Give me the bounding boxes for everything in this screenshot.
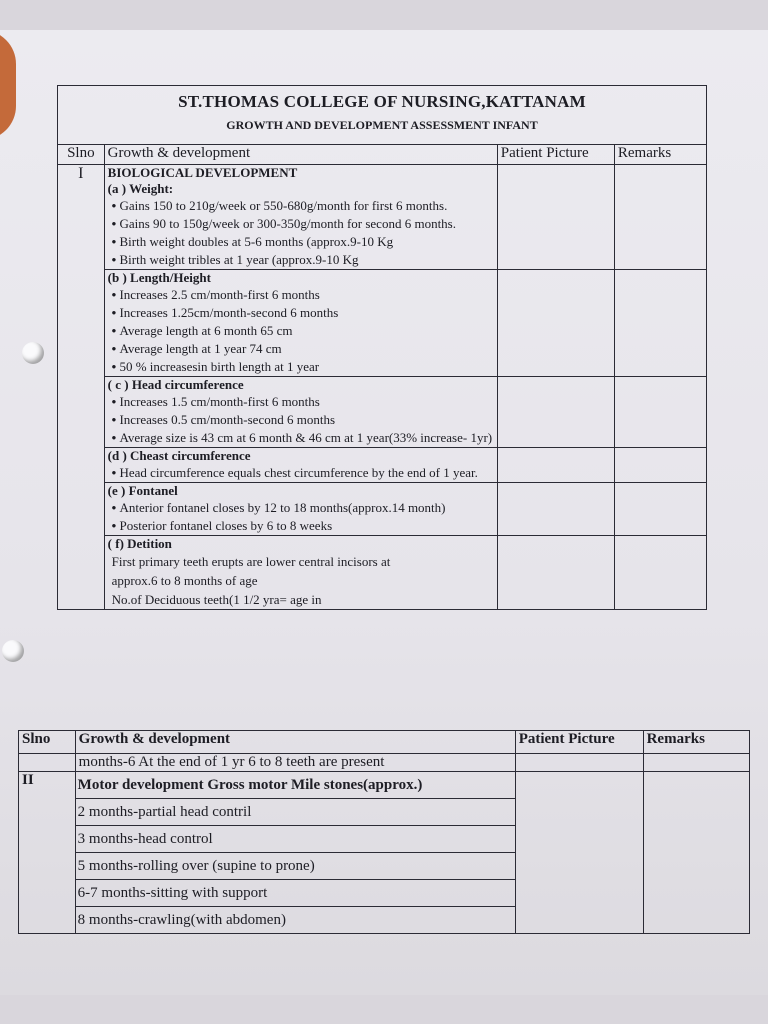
weight-cell (104, 165, 497, 270)
punch-hole (2, 640, 24, 662)
table-row (58, 377, 707, 448)
list-item: • Birth weight doubles at 5-6 months (approx.9-10 Kg (108, 233, 494, 251)
picture-cell[interactable] (497, 536, 614, 610)
table-row (58, 536, 707, 610)
dentition-cell (104, 536, 497, 610)
chest-title: (d ) Cheast circumference (107, 448, 251, 463)
fontanel-title: (e ) Fontanel (107, 483, 178, 498)
list-item: • Average length at 6 month 65 cm (108, 322, 494, 340)
list-item: • Posterior fontanel closes by 6 to 8 weeks (108, 517, 494, 535)
dentition-title: ( f) Detition (107, 536, 172, 551)
length-title: (b ) Length/Height (107, 270, 211, 285)
picture-cell[interactable] (497, 165, 614, 270)
length-cell (104, 270, 497, 377)
remarks-cell[interactable] (614, 165, 706, 270)
assessment-table-lower (18, 730, 750, 934)
remarks-cell[interactable] (614, 448, 706, 483)
column-header-row (19, 731, 750, 754)
header-growth: Growth & development (75, 731, 515, 754)
list-item: • Gains 90 to 150g/week or 300-350g/month for second 6 months. (108, 215, 494, 233)
remarks-cell[interactable] (643, 772, 749, 934)
list-item: 3 months-head control (76, 825, 515, 852)
picture-cell[interactable] (497, 270, 614, 377)
continuation-text: months-6 At the end of 1 yr 6 to 8 teeth are present (75, 754, 515, 772)
list-item: • Anterior fontanel closes by 12 to 18 months(approx.14 month) (108, 499, 494, 517)
table-row (58, 448, 707, 483)
header-remarks: Remarks (614, 145, 706, 165)
column-header-row (58, 145, 707, 165)
section-number: II (19, 772, 76, 934)
picture-cell[interactable] (497, 448, 614, 483)
header-remarks: Remarks (643, 731, 749, 754)
form-title: GROWTH AND DEVELOPMENT ASSESSMENT INFANT (226, 118, 538, 132)
list-item: 6-7 months-sitting with support (76, 879, 515, 906)
college-name: ST.THOMAS COLLEGE OF NURSING,KATTANAM (178, 92, 586, 111)
table-row (58, 483, 707, 536)
list-item: 2 months-partial head contril (76, 798, 515, 825)
orange-object (0, 30, 16, 140)
section-number: I (58, 165, 105, 610)
document-page (0, 30, 768, 995)
table-row (58, 165, 707, 270)
list-item: • Average length at 1 year 74 cm (108, 340, 494, 358)
list-item: • 50 % increasesin birth length at 1 year (108, 358, 494, 376)
picture-cell[interactable] (497, 377, 614, 448)
list-item: • Head circumference equals chest circumference by the end of 1 year. (108, 464, 494, 482)
remarks-cell[interactable] (614, 483, 706, 536)
header-slno: Slno (19, 731, 76, 754)
table-row (19, 754, 750, 772)
section-title: BIOLOGICAL DEVELOPMENT (107, 165, 298, 180)
list-item: • Increases 2.5 cm/month-first 6 months (108, 286, 494, 304)
head-cell (104, 377, 497, 448)
table-row (19, 772, 750, 934)
list-item: 5 months-rolling over (supine to prone) (76, 852, 515, 879)
title-cell (58, 86, 707, 145)
head-title: ( c ) Head circumference (107, 377, 244, 392)
text-line: approx.6 to 8 months of age (111, 573, 258, 588)
table-row (58, 270, 707, 377)
header-picture: Patient Picture (515, 731, 643, 754)
header-growth: Growth & development (104, 145, 497, 165)
remarks-cell[interactable] (614, 377, 706, 448)
picture-cell[interactable] (515, 772, 643, 934)
assessment-table-upper (57, 85, 707, 610)
list-item: • Increases 0.5 cm/month-second 6 months (108, 411, 494, 429)
picture-cell[interactable] (497, 483, 614, 536)
remarks-cell[interactable] (614, 536, 706, 610)
chest-cell (104, 448, 497, 483)
punch-hole (22, 342, 44, 364)
remarks-cell[interactable] (643, 754, 749, 772)
text-line: First primary teeth erupts are lower central incisors at (111, 554, 391, 569)
list-item: • Birth weight tribles at 1 year (approx.9-10 Kg (108, 251, 494, 269)
remarks-cell[interactable] (614, 270, 706, 377)
weight-title: (a ) Weight: (107, 181, 174, 196)
fontanel-cell (104, 483, 497, 536)
list-item: • Gains 150 to 210g/week or 550-680g/month for first 6 months. (108, 197, 494, 215)
motor-cell (75, 772, 515, 934)
text-line: No.of Deciduous teeth(1 1/2 yra= age in (111, 592, 322, 607)
picture-cell[interactable] (515, 754, 643, 772)
list-item: • Increases 1.5 cm/month-first 6 months (108, 393, 494, 411)
header-picture: Patient Picture (497, 145, 614, 165)
list-item: • Average size is 43 cm at 6 month & 46 cm at 1 year(33% increase- 1yr) (108, 429, 494, 447)
header-slno: Slno (58, 145, 105, 165)
empty-cell (19, 754, 76, 772)
list-item: 8 months-crawling(with abdomen) (76, 906, 515, 933)
list-item: • Increases 1.25cm/month-second 6 months (108, 304, 494, 322)
section-title: Motor development Gross motor Mile stones(approx.) (77, 777, 423, 793)
